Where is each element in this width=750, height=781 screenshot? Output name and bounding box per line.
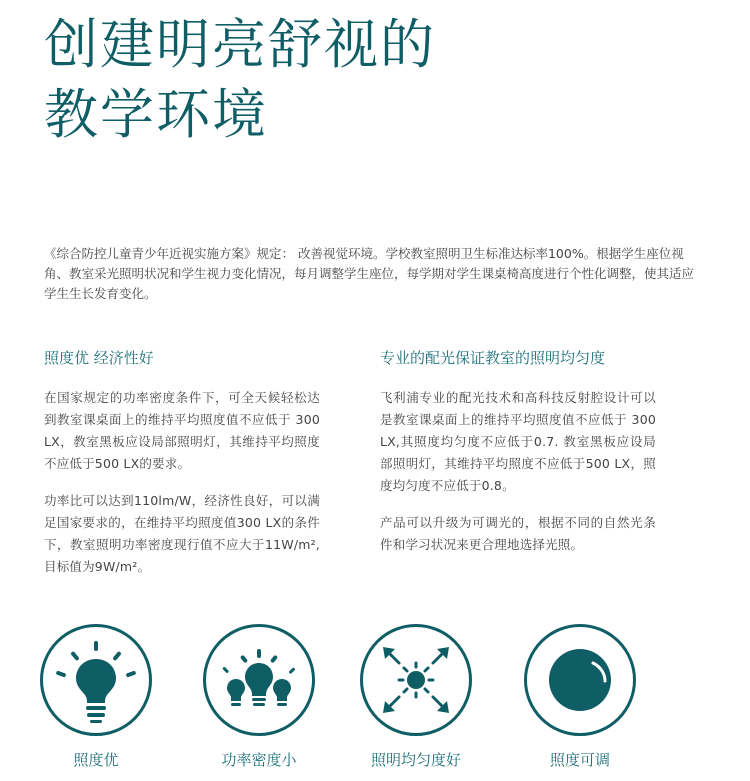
feature-power-density <box>199 624 319 770</box>
left-paragraph-2: 功率比可以达到110lm/W，经济性良好，可以满足国家要求的，在维持平均照度值300 LX的条件下，教室照明功率密度现行值不应大于11W/m²,目标值为9W/m²。 <box>44 493 320 574</box>
sun-arrows-icon <box>363 627 469 733</box>
intro-paragraph: 《综合防控儿童青少年近视实施方案》规定： 改善视觉环境。学校教室照明卫生标准达标率100%。根据学生座位视角、教室采光照明状况和学生视力变化情况，每月调整学生座位，每学期对学生课桌椅高度进行个性化调整，使其适应学生生长发育变化。 <box>44 246 695 301</box>
multi-bulb-icon <box>206 627 312 733</box>
feature-circle <box>524 624 636 736</box>
feature-uniformity <box>356 624 476 770</box>
feature-label: 照度可调 <box>549 751 610 769</box>
left-section-heading: 照度优 经济性好 <box>44 349 154 367</box>
feature-label: 功率密度小 <box>221 751 297 769</box>
title-line-2: 教学环境 <box>44 83 268 146</box>
feature-illuminance <box>36 624 156 770</box>
right-paragraph-1: 飞利浦专业的配光技术和高科技反射腔设计可以是教室课桌面上的维持平均照度值不应低于 300 LX,其照度均匀度不应低于0.7. 教室黑板应设局部照明灯，其维持平均照度不应低于500 LX，照度均匀度不应低于0.8。 <box>380 390 656 493</box>
feature-label: 照度优 <box>73 751 119 769</box>
right-paragraph-2: 产品可以升级为可调光的，根据不同的自然光条件和学习状况来更合理地选择光照。 <box>380 515 656 552</box>
right-section-heading: 专业的配光保证教室的照明均匀度 <box>380 349 606 367</box>
left-paragraph-1: 在国家规定的功率密度条件下，可全天候轻松达到教室课桌面上的维持平均照度值不应低于 300 LX，教室黑板应设局部照明灯，其维持平均照度不应低于500 LX的要求。 <box>44 390 320 471</box>
dimmer-dial-icon <box>527 627 633 733</box>
feature-label: 照明均匀度好 <box>370 751 461 769</box>
feature-circle <box>40 624 152 736</box>
title-line-1: 创建明亮舒视的 <box>44 13 436 76</box>
feature-circle <box>203 624 315 736</box>
lightbulb-icon <box>43 627 149 733</box>
page-title <box>44 10 436 150</box>
feature-circle <box>360 624 472 736</box>
feature-dimmable <box>520 624 640 770</box>
